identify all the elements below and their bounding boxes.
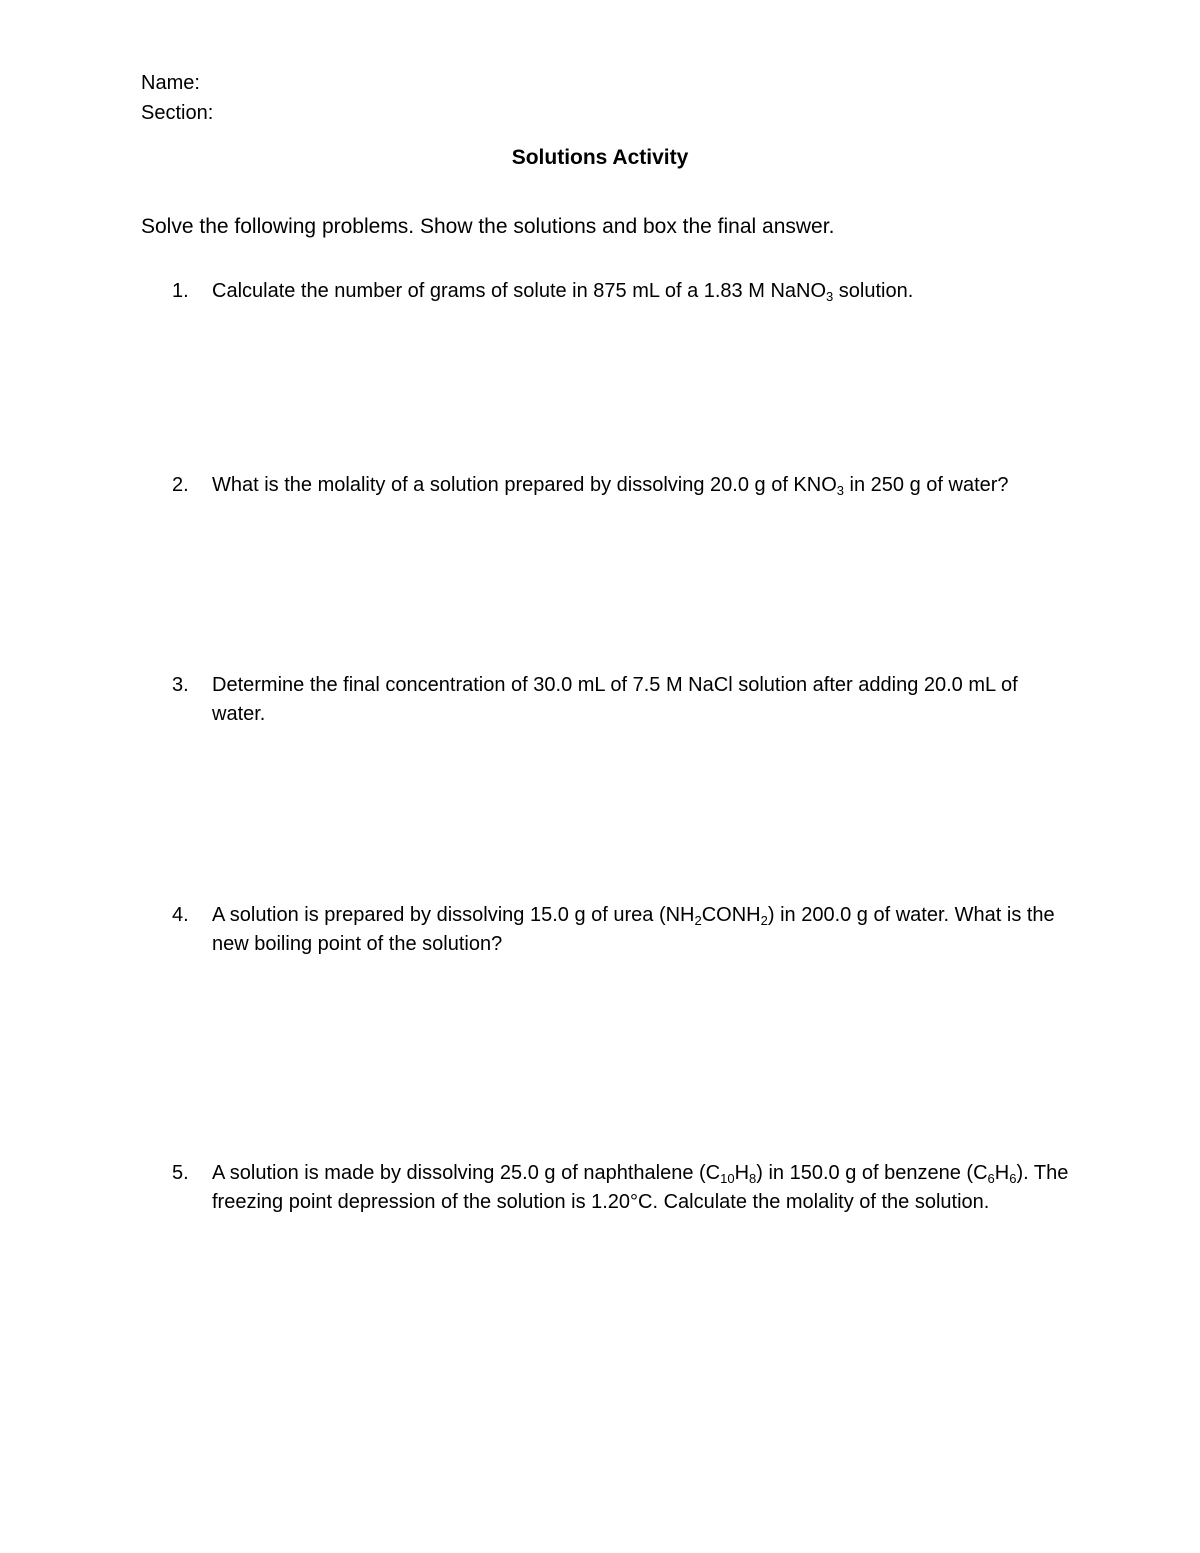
name-label: Name: bbox=[141, 72, 200, 94]
subscript: 10 bbox=[720, 1171, 735, 1186]
problem-item bbox=[172, 471, 1072, 500]
subscript: 3 bbox=[836, 483, 844, 498]
problem-item bbox=[172, 901, 1072, 959]
subscript: 2 bbox=[694, 913, 702, 928]
subscript: 2 bbox=[760, 913, 768, 928]
problem-number: 5. bbox=[172, 1162, 189, 1184]
instructions: Solve the following problems. Show the solutions and box the final answer. bbox=[141, 215, 835, 238]
problem-text-part: ) in 150.0 g of benzene (C bbox=[756, 1162, 988, 1184]
problem-text-part: Determine the final concentration of 30.0 mL of 7.5 M NaCl solution after adding 20.0 mL of water. bbox=[212, 674, 1018, 725]
problem-item bbox=[172, 671, 1072, 729]
problem-text-part: What is the molality of a solution prepared by dissolving 20.0 g of KNO bbox=[212, 474, 837, 496]
problem-text-part: A solution is made by dissolving 25.0 g of naphthalene (C bbox=[212, 1162, 721, 1184]
problem-text-part: solution. bbox=[833, 280, 914, 302]
problem-text bbox=[212, 471, 1072, 500]
problem-number: 1. bbox=[172, 280, 189, 302]
problem-item bbox=[172, 1159, 1072, 1217]
problem-text bbox=[212, 901, 1072, 959]
problem-number: 2. bbox=[172, 474, 189, 496]
problem-text-part: in 250 g of water? bbox=[844, 474, 1009, 496]
problem-text-part: Calculate the number of grams of solute in 875 mL of a 1.83 M NaNO bbox=[212, 280, 827, 302]
problem-text-part: ) in 200.0 g of water. What is the new boiling point of the solution? bbox=[212, 904, 1055, 955]
problem-item bbox=[172, 277, 1072, 306]
section-label: Section: bbox=[141, 102, 214, 124]
problem-text-part: ). The freezing point depression of the solution is 1.20°C. Calculate the molality of the solution. bbox=[212, 1162, 1069, 1213]
problem-text-part: H bbox=[734, 1162, 750, 1184]
subscript: 8 bbox=[749, 1171, 757, 1186]
subscript: 6 bbox=[1009, 1171, 1017, 1186]
problem-number: 4. bbox=[172, 904, 189, 926]
page-title: Solutions Activity bbox=[511, 146, 689, 169]
problem-text-part: A solution is prepared by dissolving 15.0 g of urea (NH bbox=[212, 904, 695, 926]
problem-text-part: CONH bbox=[701, 904, 761, 926]
problem-text bbox=[212, 277, 1072, 306]
problem-text-part: H bbox=[994, 1162, 1010, 1184]
subscript: 3 bbox=[826, 289, 834, 304]
subscript: 6 bbox=[987, 1171, 995, 1186]
problem-text bbox=[212, 1159, 1072, 1217]
problem-number: 3. bbox=[172, 674, 189, 696]
problem-text bbox=[212, 671, 1072, 729]
